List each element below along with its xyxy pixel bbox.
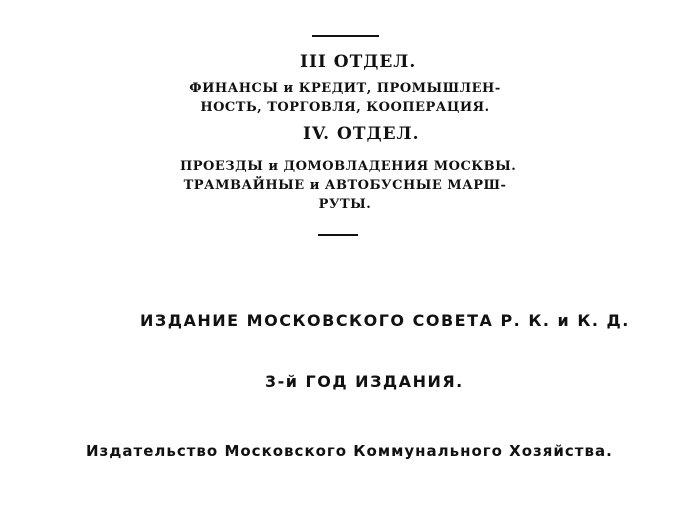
bottom-divider-rule [318, 234, 358, 236]
section-3-description [180, 79, 510, 117]
section-3-heading: III ОТДЕЛ. [300, 52, 417, 72]
section-4-heading: IV. ОТДЕЛ. [303, 124, 420, 144]
edition-year: 3-й ГОД ИЗДАНИЯ. [265, 372, 464, 391]
edition-statement: ИЗДАНИЕ МОСКОВСКОГО СОВЕТА Р. К. и К. Д. [140, 311, 630, 330]
section-4-line-1: ПРОЕЗДЫ и ДОМОВЛАДЕНИЯ МОСКВЫ. [180, 159, 517, 174]
section-4-description [180, 157, 517, 214]
section-4-line-3: РУТЫ. [318, 197, 372, 212]
section-3-line-1: ФИНАНСЫ и КРЕДИТ, ПРОМЫШЛЕН- [189, 81, 501, 96]
publishing-house: Издательство Московского Коммунального Хозяйства. [86, 442, 613, 460]
section-3-line-2: НОСТЬ, ТОРГОВЛЯ, КООПЕРАЦИЯ. [200, 100, 490, 115]
section-4-line-2: ТРАМВАЙНЫЕ и АВТОБУСНЫЕ МАРШ- [183, 178, 507, 193]
top-divider-rule [312, 35, 379, 37]
